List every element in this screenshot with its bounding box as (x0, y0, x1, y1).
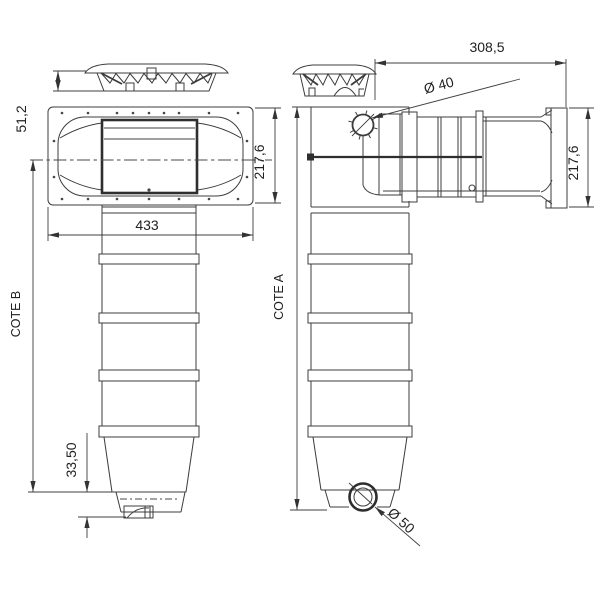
dim-bottom-port-label: Ø 50 (384, 504, 418, 537)
dim-throat-projection-label: 308,5 (469, 39, 505, 55)
dim-top-port-label: Ø 40 (421, 73, 456, 97)
dim-cote-b (9, 160, 33, 492)
dim-front-faceplate-height (251, 108, 281, 203)
faceplate-cover-outline (58, 117, 243, 196)
bottom-port (349, 483, 420, 546)
top-port (349, 73, 521, 139)
faceplate-opening-frame (102, 120, 197, 193)
side-throat (307, 108, 567, 208)
dim-lid-height (13, 71, 104, 133)
side-view (272, 39, 594, 546)
dim-faceplate-width (48, 207, 253, 241)
dim-lid-height-label: 51,2 (13, 105, 29, 133)
dim-cote-b-label: COTE B (9, 290, 23, 338)
side-sump (313, 437, 407, 490)
front-sump (104, 437, 194, 492)
dim-cote-a-label: COTE A (272, 274, 286, 320)
front-body (99, 205, 199, 518)
side-lid-profile (293, 65, 376, 96)
front-faceplate (30, 107, 272, 205)
dim-front-faceplate-height-label: 217,6 (251, 144, 267, 180)
side-body (308, 107, 412, 507)
dim-faceplate-width-label: 433 (135, 217, 159, 233)
dim-side-faceplate-height-label: 217,6 (565, 145, 581, 181)
dim-outlet-drop-label: 33,50 (63, 442, 79, 478)
dim-cote-a (272, 107, 327, 510)
front-lid-profile (85, 64, 228, 91)
front-view (9, 64, 281, 538)
dim-side-faceplate-height (565, 108, 594, 207)
throat-flare (541, 110, 552, 204)
weir-pivot (307, 154, 314, 161)
dim-throat-projection (375, 39, 566, 107)
faceplate-screws (53, 112, 249, 201)
front-bottom-outlet (120, 499, 178, 518)
